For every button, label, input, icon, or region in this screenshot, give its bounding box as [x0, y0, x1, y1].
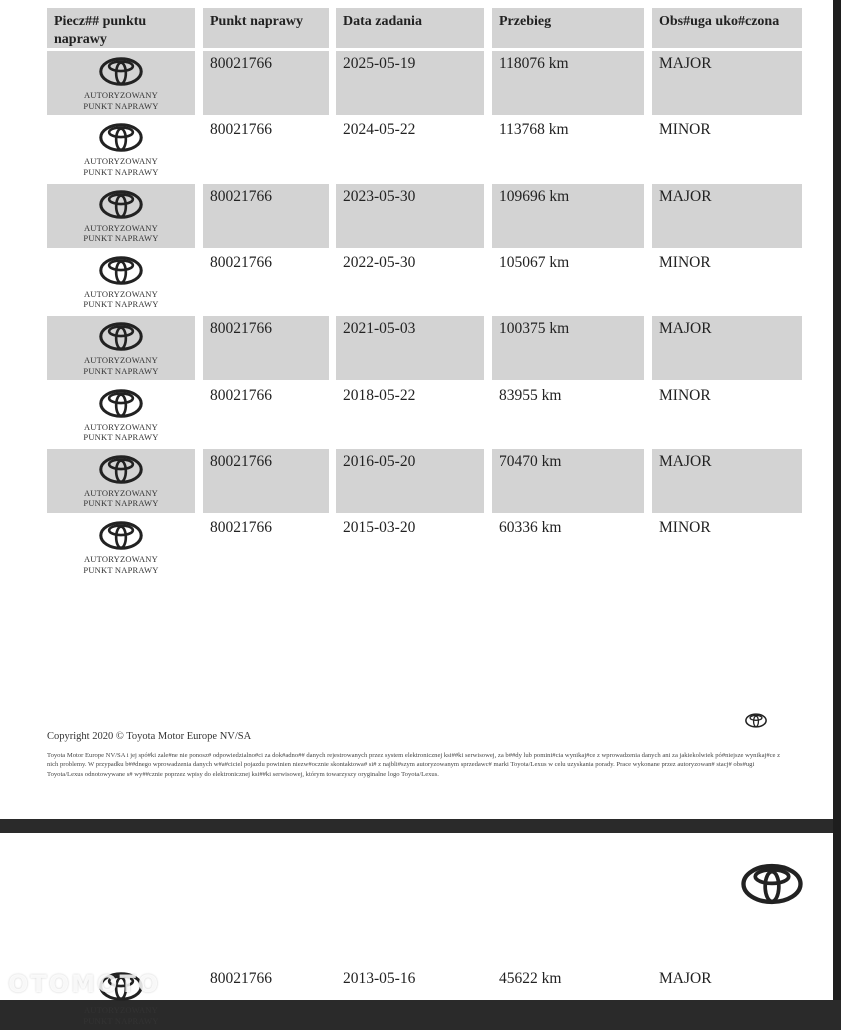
mileage-cell: 105067 km	[499, 253, 570, 271]
repair-point-cell: 80021766	[210, 386, 272, 404]
header-repair-point: Punkt naprawy	[203, 8, 329, 48]
stamp-label-line1: AUTORYZOWANY	[83, 355, 158, 366]
stamp-label-line2: PUNKT NAPRAWY	[83, 564, 159, 575]
stamp-label-line2: PUNKT NAPRAWY	[83, 1015, 159, 1026]
date-cell: 2016-05-20	[336, 449, 484, 513]
repair-point-cell: 80021766	[203, 184, 329, 248]
repair-point-cell: 80021766	[210, 970, 272, 987]
stamp-cell	[47, 51, 195, 115]
toyota-logo-icon	[98, 256, 144, 285]
toyota-logo-icon	[98, 322, 144, 351]
stamp-label-line2: PUNKT NAPRAWY	[83, 365, 159, 376]
stamp-label	[83, 156, 158, 177]
stamp-label-line1: AUTORYZOWANY	[83, 288, 158, 299]
service-cell: MAJOR	[652, 51, 802, 115]
header-stamp: Piecz## punktu naprawy	[47, 8, 195, 48]
date-cell: 2018-05-22	[343, 386, 416, 404]
service-cell: MINOR	[659, 386, 711, 404]
mileage-cell: 109696 km	[492, 184, 644, 248]
mileage-cell: 60336 km	[499, 519, 562, 537]
stamp-label-line2: PUNKT NAPRAWY	[83, 299, 159, 310]
stamp-label-line1: AUTORYZOWANY	[83, 1005, 158, 1015]
date-cell: 2013-05-16	[343, 970, 416, 987]
mileage-cell: 118076 km	[492, 51, 644, 115]
toyota-logo-icon	[741, 863, 803, 910]
repair-point-cell: 80021766	[210, 121, 272, 139]
toyota-logo-icon	[98, 57, 144, 86]
stamp-label	[83, 1005, 158, 1026]
stamp-label-line1: AUTORYZOWANY	[83, 90, 158, 100]
service-cell: MAJOR	[659, 970, 712, 987]
stamp-label-line1: AUTORYZOWANY	[83, 156, 158, 167]
stamp-label	[83, 422, 158, 443]
stamp-cell	[47, 250, 195, 314]
toyota-logo-icon	[98, 389, 144, 418]
stamp-cell	[47, 184, 195, 248]
date-cell: 2022-05-30	[343, 253, 416, 271]
copyright-text: Copyright 2020 © Toyota Motor Europe NV/SA	[47, 731, 252, 742]
stamp-label-line1: AUTORYZOWANY	[83, 222, 158, 233]
header-service: Obs#uga uko#czona	[652, 8, 802, 48]
toyota-logo-icon	[98, 123, 144, 152]
service-cell: MAJOR	[652, 449, 802, 513]
service-cell: MAJOR	[652, 316, 802, 380]
repair-point-cell: 80021766	[210, 519, 272, 537]
stamp-label	[83, 355, 158, 376]
service-cell: MINOR	[659, 519, 711, 537]
stamp-label-line2: PUNKT NAPRAWY	[83, 432, 159, 442]
repair-point-cell: 80021766	[203, 449, 329, 513]
mileage-cell: 113768 km	[499, 121, 569, 139]
stamp-label	[83, 223, 158, 244]
disclaimer-text: Toyota Motor Europe NV/SA i jej spó#ki zale#ne nie ponosz# odpowiedzialno#ci za dok#adno## danych rejestrowanych przez system elektronicznej ksi##ki serwisowej, za b##dy lub pomini#cia wynikaj#ce z wprowadzenia danych ani za jakiekolwiek pó#niejsze wynikaj#ce z nich problemy. W przypadku b##dnego wprowadzenia danych w#a#ciciel pojazdu powinien niezw#ocznie skontaktowa# si# z najbli#szym autoryzowanym sprzedawc# marki Toyota/Lexus w celu uzyskania porady. Prace wykonane przez autoryzowan# stacj# obs#ugi Toyota/Lexus odnotowywane s# wy##cznie poprzez wpisy do elektronicznej ksi##ki serwisowej, którym towarzyszy oryginalne logo Toyota/Lexus.	[47, 752, 781, 778]
watermark: OTOMOTO	[8, 970, 161, 998]
stamp-cell	[47, 515, 195, 579]
service-cell: MAJOR	[652, 184, 802, 248]
stamp-label-line1: AUTORYZOWANY	[83, 554, 158, 565]
stamp-label-line1: AUTORYZOWANY	[83, 421, 158, 432]
stamp-label-line2: PUNKT NAPRAWY	[83, 100, 159, 111]
service-cell: MINOR	[659, 121, 711, 139]
header-mileage: Przebieg	[492, 8, 644, 48]
stamp-label	[83, 488, 158, 509]
repair-point-cell: 80021766	[203, 316, 329, 380]
stamp-label	[83, 90, 158, 111]
page-right-edge	[833, 0, 841, 1000]
stamp-label-line2: PUNKT NAPRAWY	[83, 498, 159, 509]
date-cell: 2024-05-22	[343, 121, 416, 139]
stamp-label-line2: PUNKT NAPRAWY	[83, 233, 159, 244]
mileage-cell: 45622 km	[499, 970, 562, 987]
mileage-cell: 83955 km	[499, 386, 562, 404]
toyota-logo-icon	[98, 455, 144, 484]
stamp-label-line2: PUNKT NAPRAWY	[83, 166, 159, 177]
date-cell: 2021-05-03	[336, 316, 484, 380]
stamp-cell	[47, 383, 195, 447]
toyota-logo-icon	[745, 713, 767, 733]
header-date: Data zadania	[336, 8, 484, 48]
stamp-cell	[47, 316, 195, 380]
stamp-cell	[47, 449, 195, 513]
mileage-cell: 100375 km	[492, 316, 644, 380]
stamp-label-line1: AUTORYZOWANY	[83, 487, 158, 498]
repair-point-cell: 80021766	[210, 253, 272, 271]
stamp-label	[83, 554, 158, 575]
stamp-cell	[47, 117, 195, 181]
date-cell: 2023-05-30	[336, 184, 484, 248]
toyota-logo-icon	[98, 521, 144, 550]
service-cell: MINOR	[659, 253, 711, 271]
date-cell: 2015-03-20	[343, 519, 416, 537]
toyota-logo-icon	[98, 190, 144, 219]
stamp-label	[83, 289, 158, 310]
date-cell: 2025-05-19	[336, 51, 484, 115]
mileage-cell: 70470 km	[492, 449, 644, 513]
repair-point-cell: 80021766	[203, 51, 329, 115]
